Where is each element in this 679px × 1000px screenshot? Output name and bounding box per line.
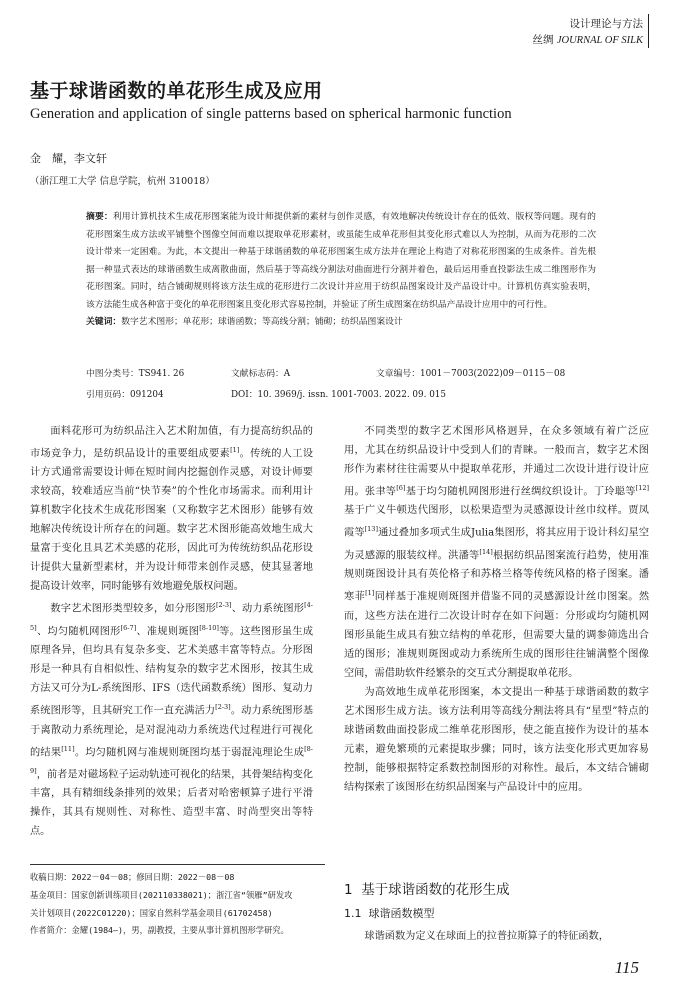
abstract-text: 利用计算机技术生成花形图案能为设计师提供新的素材与创作灵感，有效地解决传统设计存在的低效、版权等问题。现有的花形图案生成方法或平铺整个图像空间而难以提取单花形素材，或虽能生成单花形但其变化形式难以人为控制，从而为花形的二次设计带来一定困难。为此，本文提出一种基于球谐函数的单花形图案生成方法并在理论上构造了对称花形图案的生成条件。首先根据一种显式表达的球谐函数生成离散曲面，然后基于等高线分割法对曲面进行分割并着色，最后运用垂直投影法生成二维图形作为花形图案。同时，结合铺砌规则将该方法生成的花形进行二次设计并应用于纺织品图案设计及产品设计中。计算机仿真实验表明，该方法能生成各种富于变化的单花形图案且变化形式容易控制，并验证了所生成图案在纺织品产品设计应用中的可行性。 (86, 212, 596, 310)
paragraph: 面料花形可为纺织品注入艺术附加值，有力提高纺织品的市场竞争力，是纺织品设计的重要组成要素[1]。传统的人工设计方式通常需要设计师在短时间内挖掘创作灵感，对设计师要求较高，较难适应当前“快节奏”的个性化市场需求。而利用计算机数字化技术生成花形图案（又称数字艺术图形）能够有效地解决传统设计所存在的问题。数字艺术图形能高效地生成大量富于变化且具艺术美感的花形，因此可为传统纺织品花形设计提供大量新型素材，并为设计师带来创作灵感，使其显著地提高设计效率，同时能够有效地避免版权问题。 (30, 426, 314, 593)
keywords: 数字艺术图形；单花形；球谐函数；等高线分割；铺砌；纺织品图案设计 (121, 317, 403, 327)
keywords-label: 关键词： (86, 317, 122, 327)
authors: 金 耀，李文轩 (30, 152, 107, 165)
journal-header (533, 16, 644, 49)
article-number: 文章编号：1001－7003(2022)09－0115－08 (376, 369, 566, 379)
author-info: 作者简介：金耀(1984—)，男，副教授，主要从事计算机图形学研究。 (30, 925, 289, 936)
page-number: 115 (614, 958, 639, 977)
citation-ref: [1] (365, 589, 375, 598)
citation-ref: [11] (61, 744, 75, 753)
paragraph: 数字艺术图形类型较多，如分形图形[2-3]、动力系统图形[4-5]、均匀随机网图形[6-7]、准规则斑图[8-10]等。这些图形虽生成原理各异，但均具有复杂多变、艺术美感丰富等特点。分形图形是一种具有自相似性、结构复杂的数字艺术图形，按其生成方法又可分为L-系统图形、IFS（迭代函数系统）图形、复动力系统图形等，且其研究工作一直充满活力[2-3]。动力系统图形基于离散动力系统理论，是对混沌动力系统迭代过程进行可视化的结果[11]。均匀随机网与准规则斑图均基于弱混沌理论生成[8-9]，前者是对磁场粒子运动轨迹可视化的结果，其骨架结构变化丰富，具有精细线条排列的效果；后者对哈密顿算子进行平滑操作，其具有规则性、对称性、造型丰富、时尚型突出等特点。 (30, 601, 314, 838)
header-rule (648, 14, 649, 48)
paper-title-en: Generation and application of single patterns based on spherical harmonic function (30, 106, 512, 122)
section-heading: 1 基于球谐函数的花形生成 (344, 882, 510, 898)
citation-page: 引用页码：091204 (86, 390, 164, 400)
citation-ref: [6-7] (120, 623, 137, 632)
citation-ref: [4-5] (30, 601, 314, 632)
right-column (344, 422, 649, 797)
footnote-rule (30, 864, 325, 865)
journal-section: 设计理论与方法 (569, 18, 643, 30)
journal-name: 丝绸 JOURNAL OF SILK (532, 34, 643, 46)
citation-ref: [6] (396, 484, 406, 492)
paragraph: 为高效地生成单花形图案，本文提出一种基于球谐函数的数字艺术图形生成方法。该方法利用等高线分割法将具有“星型”特点的球谐函数曲面投影成二维单花形图形，使之能直接作为设计的基本元素，避免繁琐的元素提取步骤；同时，该方法变化形式更加容易控制，能够根据特定系数控制图形的对称性。最后，本文结合铺砌结构探索了该图形在纺织品图案与产品设计中的应用。 (344, 686, 649, 793)
clc-number: 中图分类号：TS941. 26 (86, 369, 185, 379)
citation-ref: [8-9] (30, 744, 313, 775)
footnote (30, 869, 330, 940)
citation-ref: [8-10] (199, 623, 219, 632)
abstract (86, 209, 596, 332)
fund-line-2: 关计划项目(2022C01220)；国家自然科学基金项目(61702458) (30, 907, 273, 918)
document-code: 文献标志码：A (231, 369, 291, 379)
paragraph: 不同类型的数字艺术图形风格迥异，在众多领域有着广泛应用，尤其在纺织品设计中受到人们的青睐。一般而言，数字艺术图形作为素材往往需要从中提取单花形，并通过二次设计进行设计应用。张聿等[6]基于均匀随机网图形进行丝绸纹织设计。丁玲聪等[12]基于广义牛顿迭代图形，以松果造型为灵感源设计丝巾纹样。贾凤霞等[13]通过叠加多项式生成Julia集图形，将其应用于设计科幻星空为灵感源的服装纹样。洪潘等[14]根据纺织品图案流行趋势，使用准规则斑图设计具有英伦格子和苏格兰格等传统风格的格子图案。潘寒菲[1]同样基于准规则斑图并借鉴不同的灵感源设计丝巾图案。然而，这些方法在进行二次设计时存在如下问题：分形或均匀随机网图形虽能生成具有独立结构的单花形，但需要大量的调参筛选出合适的图形；准规则斑图或动力系统所生成的图形往往铺满整个图像空间，需借助软件经繁杂的交互式分割提取单花形。 (344, 426, 650, 679)
fund-line-1: 基金项目：国家创新训练项目(202110338021)；浙江省“领雁”研发攻 (30, 889, 293, 900)
paper-title-cn: 基于球谐函数的单花形生成及应用 (30, 80, 323, 102)
citation-ref: [2-3] (215, 703, 231, 712)
citation-ref: [13] (364, 525, 378, 534)
citation-ref: [14] (479, 547, 493, 556)
citation-ref: [1] (230, 446, 240, 454)
received-date: 收稿日期：2022－04－08；修回日期：2022－08－08 (30, 872, 235, 882)
subsection-heading: 1.1 球谐函数模型 (344, 907, 435, 920)
citation-ref: [2-3] (215, 601, 232, 610)
section-text: 球谐函数为定义在球面上的拉普拉斯算子的特征函数， (364, 931, 609, 942)
citation-ref: [12] (635, 484, 650, 492)
abstract-label: 摘要： (86, 212, 113, 222)
left-column (30, 422, 313, 841)
doi: DOI：10. 3969/j. issn. 1001-7003. 2022. 09. 015 (231, 390, 446, 400)
affiliation: （浙江理工大学 信息学院，杭州 310018） (30, 176, 215, 187)
